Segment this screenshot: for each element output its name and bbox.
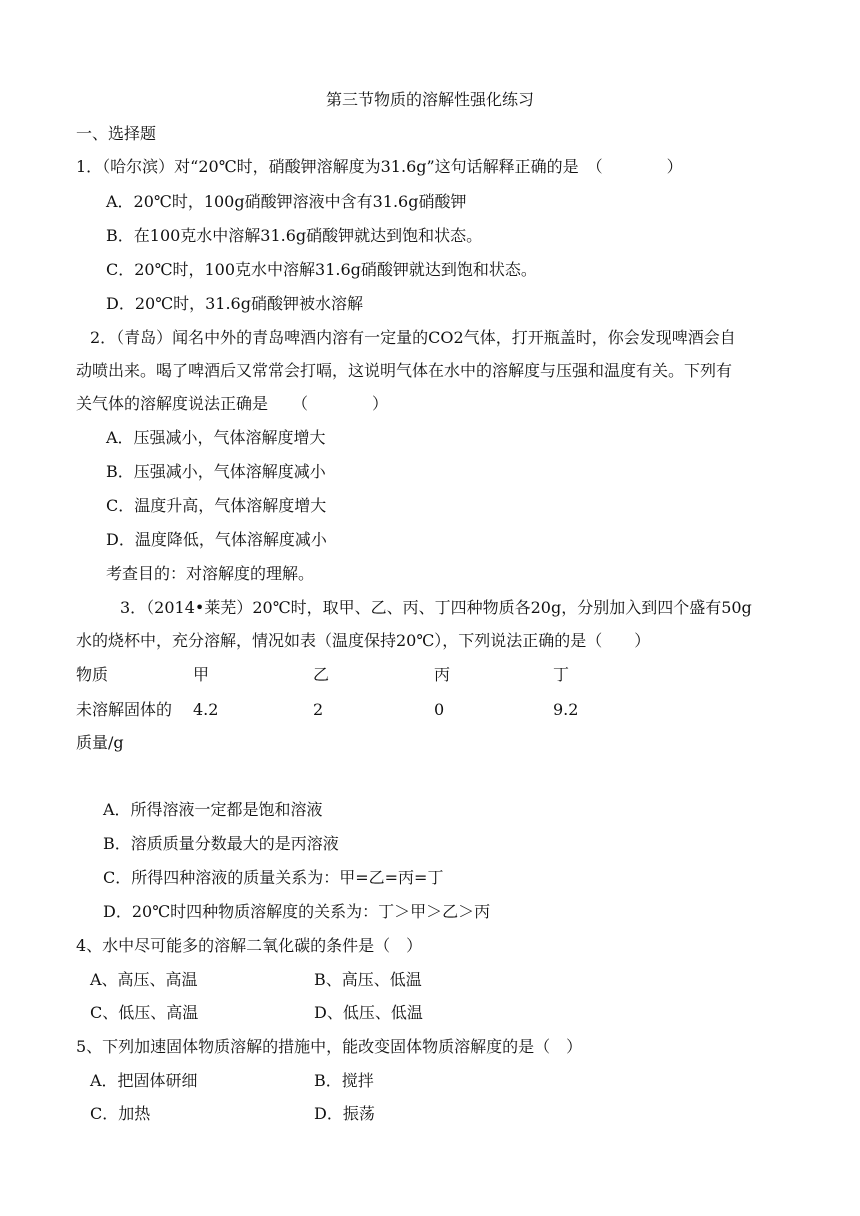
- q1-stem: 1．（哈尔滨）对“20℃时，硝酸钾溶解度为31.6g”这句话解释正确的是 （ ）: [76, 157, 683, 176]
- table-cell-jia: 4.2: [193, 700, 219, 719]
- table-header-bing: 丙: [434, 665, 451, 684]
- q3-stem-line-1: 3．（2014•莱芜）20℃时，取甲、乙、丙、丁四种物质各20g，分别加入到四个盛有50g: [120, 598, 752, 617]
- q2-stem-line-1: 2．（青岛）闻名中外的青岛啤酒内溶有一定量的CO2气体，打开瓶盖时，你会发现啤酒会自: [90, 328, 736, 347]
- q4-option-a: A、高压、高温: [90, 970, 198, 989]
- table-cell-yi: 2: [313, 700, 324, 719]
- q1-option-b: B．在100克水中溶解31.6g硝酸钾就达到饱和状态。: [106, 226, 483, 245]
- q2-option-d: D．温度降低，气体溶解度减小: [106, 530, 327, 549]
- table-header-ding: 丁: [553, 665, 570, 684]
- q1-option-d: D．20℃时，31.6g硝酸钾被水溶解: [106, 294, 363, 313]
- q3-option-a: A．所得溶液一定都是饱和溶液: [103, 800, 323, 819]
- q3-option-c: C．所得四种溶液的质量关系为：甲=乙=丙=丁: [103, 868, 444, 887]
- q5-option-d: D．振荡: [314, 1104, 375, 1123]
- table-row-label-line-1: 未溶解固体的: [76, 700, 173, 719]
- q4-option-b: B、高压、低温: [314, 970, 422, 989]
- q1-option-a: A．20℃时，100g硝酸钾溶液中含有31.6g硝酸钾: [106, 192, 467, 211]
- q3-stem-line-2: 水的烧杯中，充分溶解，情况如表（温度保持20℃），下列说法正确的是（ ）: [76, 631, 651, 650]
- q3-option-d: D．20℃时四种物质溶解度的关系为：丁＞甲＞乙＞丙: [103, 902, 491, 921]
- q4-option-d: D、低压、低温: [314, 1003, 423, 1022]
- q2-note: 考查目的：对溶解度的理解。: [106, 564, 315, 583]
- page-title: 第三节物质的溶解性强化练习: [325, 90, 534, 109]
- table-row-label-line-2: 质量/g: [76, 733, 124, 752]
- table-cell-bing: 0: [434, 700, 445, 719]
- section-heading: 一、选择题: [76, 124, 157, 143]
- q2-stem-line-3: 关气体的溶解度说法正确是 （ ）: [76, 394, 389, 413]
- q5-option-a: A．把固体研细: [90, 1071, 198, 1090]
- q3-option-b: B．溶质质量分数最大的是丙溶液: [103, 834, 339, 853]
- table-header-jia: 甲: [193, 665, 210, 684]
- q2-option-a: A．压强减小，气体溶解度增大: [106, 428, 326, 447]
- q2-stem-line-2: 动喷出来。喝了啤酒后又常常会打嗝，这说明气体在水中的溶解度与压强和温度有关。下列有: [76, 361, 733, 380]
- table-header-substance: 物质: [76, 665, 109, 684]
- q5-option-b: B．搅拌: [314, 1071, 374, 1090]
- q1-option-c: C．20℃时，100克水中溶解31.6g硝酸钾就达到饱和状态。: [106, 260, 537, 279]
- q5-option-c: C．加热: [90, 1104, 151, 1123]
- q5-stem: 5、下列加速固体物质溶解的措施中，能改变固体物质溶解度的是（ ）: [76, 1037, 583, 1056]
- q2-option-c: C．温度升高，气体溶解度增大: [106, 496, 327, 515]
- q4-stem: 4、水中尽可能多的溶解二氧化碳的条件是（ ）: [76, 936, 423, 955]
- table-cell-ding: 9.2: [553, 700, 579, 719]
- q4-option-c: C、低压、高温: [90, 1003, 199, 1022]
- table-header-yi: 乙: [313, 665, 330, 684]
- q2-option-b: B．压强减小，气体溶解度减小: [106, 462, 326, 481]
